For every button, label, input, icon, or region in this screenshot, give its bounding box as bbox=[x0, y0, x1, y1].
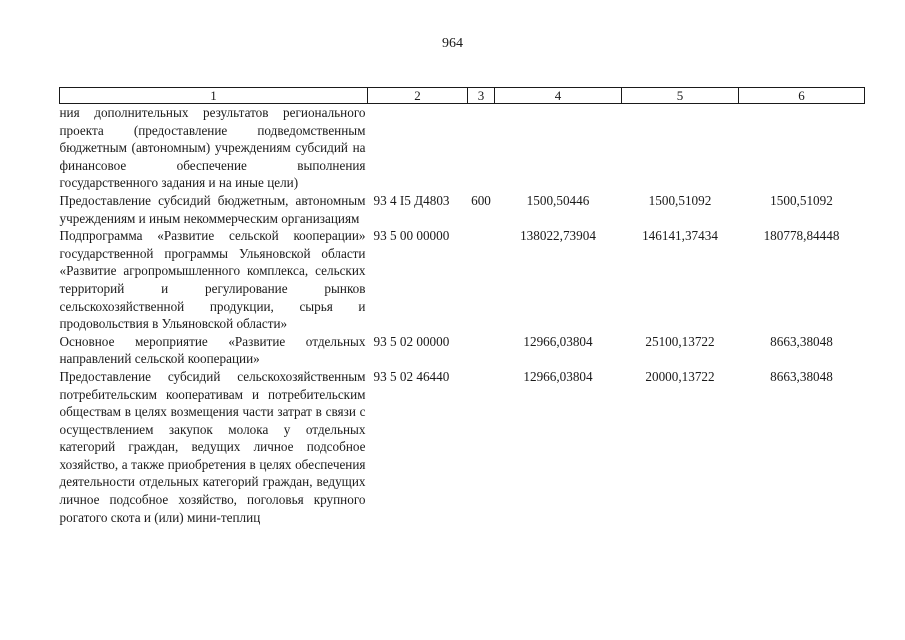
budget-table bbox=[59, 87, 865, 526]
row-description: Подпрограмма «Развитие сельской кооперации» государственной программы Ульяновской области «Развитие агропромышленного комплекса, сельских территорий и регулирование рынков сельскохозяйственной продукции, сырья и продовольствия в Ульяновской области» bbox=[59, 228, 366, 332]
row-description: ния дополнительных результатов регионального проекта (предоставление подведомственным бюджетным (автономным) учреждениям субсидий на финансовое обеспечение выполнения государственного задания и на иные цели) bbox=[59, 105, 366, 191]
column-header-3: 3 bbox=[468, 88, 495, 104]
row-expense-type bbox=[468, 368, 495, 526]
table-row bbox=[60, 227, 865, 333]
row-value-2: 25100,13722 bbox=[645, 333, 715, 349]
column-header-1: 1 bbox=[60, 88, 368, 104]
row-expense-type bbox=[468, 104, 495, 192]
table-body bbox=[60, 104, 865, 527]
row-description: Основное мероприятие «Развитие отдельных направлений сельской кооперации» bbox=[59, 333, 366, 367]
row-expense-type bbox=[468, 227, 495, 333]
row-code: 93 5 00 00000 bbox=[373, 228, 450, 244]
row-value-1 bbox=[495, 104, 622, 192]
row-value-2: 20000,13722 bbox=[645, 368, 715, 384]
table-row bbox=[60, 368, 865, 526]
row-value-1: 12966,03804 bbox=[523, 368, 593, 384]
row-value-3 bbox=[739, 104, 865, 192]
row-value-1: 138022,73904 bbox=[520, 228, 596, 244]
row-value-2 bbox=[622, 104, 739, 192]
table-header bbox=[60, 88, 865, 104]
row-code: 93 5 02 46440 bbox=[373, 368, 450, 384]
row-expense-type bbox=[468, 333, 495, 368]
row-value-3: 8663,38048 bbox=[770, 368, 833, 384]
column-header-5: 5 bbox=[622, 88, 739, 104]
page-number: 964 bbox=[442, 36, 463, 51]
row-value-3: 180778,84448 bbox=[763, 228, 840, 244]
row-code: 93 4 I5 Д4803 bbox=[373, 192, 450, 208]
table-row bbox=[60, 192, 865, 227]
row-value-2: 1500,51092 bbox=[648, 192, 712, 208]
column-header-6: 6 bbox=[739, 88, 865, 104]
row-code bbox=[368, 104, 468, 192]
table-row bbox=[60, 333, 865, 368]
header-row bbox=[60, 88, 865, 104]
row-expense-type: 600 bbox=[471, 192, 491, 208]
column-header-4: 4 bbox=[495, 88, 622, 104]
row-description: Предоставление субсидий сельскохозяйственным потребительским кооперативам и потребительским обществам в целях возмещения части затрат в связи с осуществлением закупок молока у отдельных категорий граждан, ведущих личное подсобное хозяйство, а также приобретения в целях обеспечения деятельности отдельных категорий граждан, ведущих личное подсобное хозяйство, поголовья крупного рогатого скота и (или) мини-теплиц bbox=[59, 368, 366, 525]
row-value-2: 146141,37434 bbox=[642, 228, 718, 244]
row-value-1: 12966,03804 bbox=[523, 333, 593, 349]
table-row bbox=[60, 104, 865, 192]
row-value-1: 1500,50446 bbox=[526, 192, 590, 208]
row-value-3: 1500,51092 bbox=[770, 192, 833, 208]
row-description: Предоставление субсидий бюджетным, автономным учреждениям и иным некоммерческим организациям bbox=[59, 192, 366, 226]
column-header-2: 2 bbox=[368, 88, 468, 104]
row-code: 93 5 02 00000 bbox=[373, 333, 450, 349]
row-value-3: 8663,38048 bbox=[770, 333, 833, 349]
